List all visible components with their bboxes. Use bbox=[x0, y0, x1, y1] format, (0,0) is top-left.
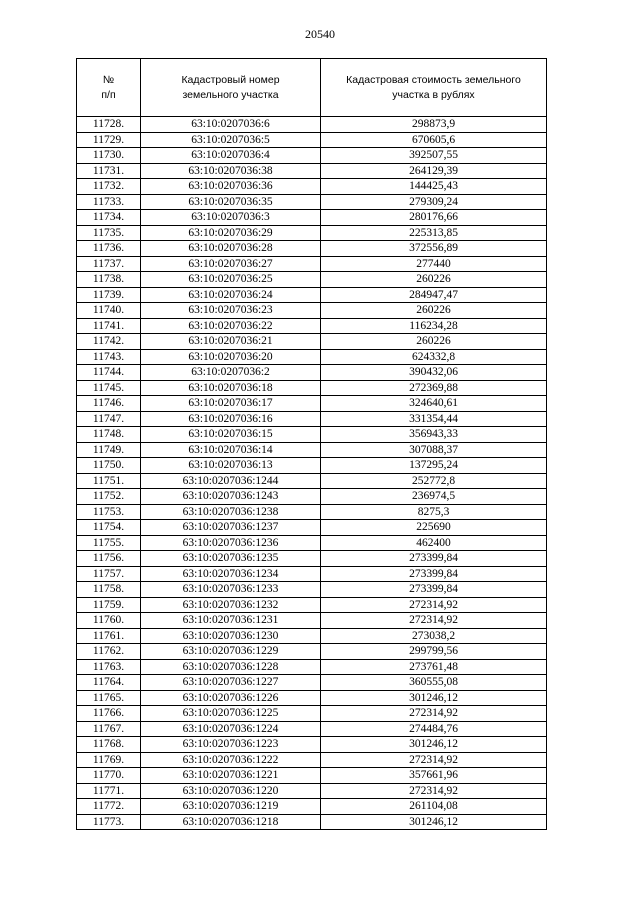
cadastral-number-cell: 63:10:0207036:1223 bbox=[141, 737, 321, 753]
row-number-cell: 11741. bbox=[77, 318, 141, 334]
row-number-cell: 11743. bbox=[77, 349, 141, 365]
cadastral-number-cell: 63:10:0207036:1218 bbox=[141, 814, 321, 830]
cadastral-value-table bbox=[76, 58, 547, 830]
cadastral-number-cell: 63:10:0207036:20 bbox=[141, 349, 321, 365]
cadastral-number-cell: 63:10:0207036:18 bbox=[141, 380, 321, 396]
row-number-cell: 11733. bbox=[77, 194, 141, 210]
table-row bbox=[77, 814, 547, 830]
row-number-cell: 11751. bbox=[77, 473, 141, 489]
header-cadastral-value-line2: участка в рублях bbox=[392, 88, 475, 101]
cadastral-value-cell: 273038,2 bbox=[321, 628, 547, 644]
table-row bbox=[77, 148, 547, 164]
table-row bbox=[77, 256, 547, 272]
cadastral-number-cell: 63:10:0207036:38 bbox=[141, 163, 321, 179]
cadastral-value-cell: 272314,92 bbox=[321, 613, 547, 629]
cadastral-value-cell: 301246,12 bbox=[321, 737, 547, 753]
cadastral-value-cell: 116234,28 bbox=[321, 318, 547, 334]
cadastral-value-cell: 144425,43 bbox=[321, 179, 547, 195]
table-row bbox=[77, 582, 547, 598]
table-row bbox=[77, 551, 547, 567]
table-row bbox=[77, 132, 547, 148]
cadastral-value-cell: 264129,39 bbox=[321, 163, 547, 179]
cadastral-value-cell: 392507,55 bbox=[321, 148, 547, 164]
row-number-cell: 11749. bbox=[77, 442, 141, 458]
row-number-cell: 11737. bbox=[77, 256, 141, 272]
cadastral-number-cell: 63:10:0207036:6 bbox=[141, 117, 321, 133]
cadastral-value-cell: 372556,89 bbox=[321, 241, 547, 257]
header-row-number-line2: п/п bbox=[101, 88, 116, 101]
cadastral-number-cell: 63:10:0207036:1234 bbox=[141, 566, 321, 582]
cadastral-number-cell: 63:10:0207036:1220 bbox=[141, 783, 321, 799]
row-number-cell: 11736. bbox=[77, 241, 141, 257]
cadastral-value-cell: 252772,8 bbox=[321, 473, 547, 489]
row-number-cell: 11759. bbox=[77, 597, 141, 613]
cadastral-number-cell: 63:10:0207036:1232 bbox=[141, 597, 321, 613]
table-row bbox=[77, 241, 547, 257]
table-row bbox=[77, 194, 547, 210]
cadastral-number-cell: 63:10:0207036:1229 bbox=[141, 644, 321, 660]
cadastral-value-cell: 357661,96 bbox=[321, 768, 547, 784]
cadastral-number-cell: 63:10:0207036:3 bbox=[141, 210, 321, 226]
cadastral-number-cell: 63:10:0207036:1235 bbox=[141, 551, 321, 567]
table-row bbox=[77, 334, 547, 350]
cadastral-value-cell: 301246,12 bbox=[321, 690, 547, 706]
table-row bbox=[77, 473, 547, 489]
row-number-cell: 11766. bbox=[77, 706, 141, 722]
header-cadastral-value-line1: Кадастровая стоимость земельного bbox=[346, 73, 521, 86]
table-row bbox=[77, 768, 547, 784]
table-row bbox=[77, 690, 547, 706]
cadastral-number-cell: 63:10:0207036:21 bbox=[141, 334, 321, 350]
cadastral-number-cell: 63:10:0207036:1244 bbox=[141, 473, 321, 489]
header-row-number-line1: № bbox=[102, 73, 115, 86]
row-number-cell: 11746. bbox=[77, 396, 141, 412]
cadastral-number-cell: 63:10:0207036:1224 bbox=[141, 721, 321, 737]
cadastral-value-cell: 260226 bbox=[321, 303, 547, 319]
cadastral-number-cell: 63:10:0207036:1233 bbox=[141, 582, 321, 598]
cadastral-value-cell: 274484,76 bbox=[321, 721, 547, 737]
cadastral-number-cell: 63:10:0207036:1237 bbox=[141, 520, 321, 536]
cadastral-value-cell: 272314,92 bbox=[321, 706, 547, 722]
cadastral-number-cell: 63:10:0207036:14 bbox=[141, 442, 321, 458]
row-number-cell: 11750. bbox=[77, 458, 141, 474]
row-number-cell: 11738. bbox=[77, 272, 141, 288]
cadastral-number-cell: 63:10:0207036:17 bbox=[141, 396, 321, 412]
row-number-cell: 11758. bbox=[77, 582, 141, 598]
table-row bbox=[77, 225, 547, 241]
table-row bbox=[77, 737, 547, 753]
table-row bbox=[77, 520, 547, 536]
table-row bbox=[77, 535, 547, 551]
cadastral-value-cell: 261104,08 bbox=[321, 799, 547, 815]
page-number: 20540 bbox=[305, 27, 335, 41]
row-number-cell: 11732. bbox=[77, 179, 141, 195]
cadastral-value-cell: 273399,84 bbox=[321, 566, 547, 582]
table-row bbox=[77, 566, 547, 582]
cadastral-value-cell: 236974,5 bbox=[321, 489, 547, 505]
cadastral-number-cell: 63:10:0207036:1238 bbox=[141, 504, 321, 520]
cadastral-number-cell: 63:10:0207036:27 bbox=[141, 256, 321, 272]
cadastral-number-cell: 63:10:0207036:1243 bbox=[141, 489, 321, 505]
header-cadastral-value bbox=[321, 59, 547, 117]
cadastral-value-cell: 301246,12 bbox=[321, 814, 547, 830]
table-row bbox=[77, 210, 547, 226]
row-number-cell: 11763. bbox=[77, 659, 141, 675]
cadastral-value-cell: 8275,3 bbox=[321, 504, 547, 520]
row-number-cell: 11768. bbox=[77, 737, 141, 753]
table-header-row bbox=[77, 59, 547, 117]
cadastral-value-cell: 260226 bbox=[321, 334, 547, 350]
cadastral-number-cell: 63:10:0207036:1231 bbox=[141, 613, 321, 629]
cadastral-number-cell: 63:10:0207036:1227 bbox=[141, 675, 321, 691]
row-number-cell: 11764. bbox=[77, 675, 141, 691]
table-row bbox=[77, 706, 547, 722]
row-number-cell: 11752. bbox=[77, 489, 141, 505]
cadastral-value-cell: 272314,92 bbox=[321, 597, 547, 613]
cadastral-value-cell: 324640,61 bbox=[321, 396, 547, 412]
header-cadastral-number-line2: земельного участка bbox=[182, 88, 279, 101]
table-row bbox=[77, 752, 547, 768]
cadastral-value-cell: 137295,24 bbox=[321, 458, 547, 474]
cadastral-value-cell: 670605,6 bbox=[321, 132, 547, 148]
row-number-cell: 11744. bbox=[77, 365, 141, 381]
cadastral-number-cell: 63:10:0207036:13 bbox=[141, 458, 321, 474]
table-row bbox=[77, 659, 547, 675]
table-row bbox=[77, 504, 547, 520]
cadastral-value-cell: 273399,84 bbox=[321, 582, 547, 598]
row-number-cell: 11767. bbox=[77, 721, 141, 737]
table-row bbox=[77, 117, 547, 133]
cadastral-number-cell: 63:10:0207036:1226 bbox=[141, 690, 321, 706]
table-row bbox=[77, 799, 547, 815]
row-number-cell: 11773. bbox=[77, 814, 141, 830]
cadastral-value-cell: 360555,08 bbox=[321, 675, 547, 691]
cadastral-number-cell: 63:10:0207036:1221 bbox=[141, 768, 321, 784]
cadastral-value-cell: 277440 bbox=[321, 256, 547, 272]
cadastral-value-cell: 390432,06 bbox=[321, 365, 547, 381]
table-row bbox=[77, 675, 547, 691]
cadastral-number-cell: 63:10:0207036:15 bbox=[141, 427, 321, 443]
row-number-cell: 11753. bbox=[77, 504, 141, 520]
cadastral-number-cell: 63:10:0207036:1222 bbox=[141, 752, 321, 768]
table-row bbox=[77, 458, 547, 474]
cadastral-value-cell: 280176,66 bbox=[321, 210, 547, 226]
cadastral-number-cell: 63:10:0207036:16 bbox=[141, 411, 321, 427]
row-number-cell: 11762. bbox=[77, 644, 141, 660]
cadastral-value-cell: 272314,92 bbox=[321, 783, 547, 799]
cadastral-value-cell: 225313,85 bbox=[321, 225, 547, 241]
cadastral-number-cell: 63:10:0207036:4 bbox=[141, 148, 321, 164]
table-row bbox=[77, 303, 547, 319]
table-row bbox=[77, 411, 547, 427]
cadastral-number-cell: 63:10:0207036:23 bbox=[141, 303, 321, 319]
row-number-cell: 11757. bbox=[77, 566, 141, 582]
header-row-number bbox=[77, 59, 141, 117]
row-number-cell: 11765. bbox=[77, 690, 141, 706]
table-row bbox=[77, 287, 547, 303]
cadastral-value-cell: 279309,24 bbox=[321, 194, 547, 210]
cadastral-value-cell: 260226 bbox=[321, 272, 547, 288]
table-row bbox=[77, 318, 547, 334]
table-row bbox=[77, 783, 547, 799]
row-number-cell: 11754. bbox=[77, 520, 141, 536]
cadastral-value-cell: 273761,48 bbox=[321, 659, 547, 675]
row-number-cell: 11772. bbox=[77, 799, 141, 815]
row-number-cell: 11770. bbox=[77, 768, 141, 784]
row-number-cell: 11771. bbox=[77, 783, 141, 799]
table-row bbox=[77, 427, 547, 443]
cadastral-number-cell: 63:10:0207036:28 bbox=[141, 241, 321, 257]
table-row bbox=[77, 721, 547, 737]
row-number-cell: 11742. bbox=[77, 334, 141, 350]
cadastral-number-cell: 63:10:0207036:22 bbox=[141, 318, 321, 334]
cadastral-value-cell: 272314,92 bbox=[321, 752, 547, 768]
row-number-cell: 11761. bbox=[77, 628, 141, 644]
table-row bbox=[77, 628, 547, 644]
cadastral-value-cell: 307088,37 bbox=[321, 442, 547, 458]
row-number-cell: 11756. bbox=[77, 551, 141, 567]
row-number-cell: 11735. bbox=[77, 225, 141, 241]
row-number-cell: 11740. bbox=[77, 303, 141, 319]
row-number-cell: 11734. bbox=[77, 210, 141, 226]
cadastral-value-cell: 284947,47 bbox=[321, 287, 547, 303]
header-cadastral-number bbox=[141, 59, 321, 117]
cadastral-number-cell: 63:10:0207036:5 bbox=[141, 132, 321, 148]
row-number-cell: 11747. bbox=[77, 411, 141, 427]
table-row bbox=[77, 613, 547, 629]
table-row bbox=[77, 272, 547, 288]
header-cadastral-number-line1: Кадастровый номер bbox=[181, 73, 280, 86]
cadastral-number-cell: 63:10:0207036:1236 bbox=[141, 535, 321, 551]
table-row bbox=[77, 489, 547, 505]
cadastral-number-cell: 63:10:0207036:2 bbox=[141, 365, 321, 381]
cadastral-value-cell: 272369,88 bbox=[321, 380, 547, 396]
table-body bbox=[77, 117, 547, 830]
cadastral-number-cell: 63:10:0207036:1230 bbox=[141, 628, 321, 644]
table-row bbox=[77, 380, 547, 396]
cadastral-number-cell: 63:10:0207036:36 bbox=[141, 179, 321, 195]
row-number-cell: 11755. bbox=[77, 535, 141, 551]
cadastral-value-cell: 273399,84 bbox=[321, 551, 547, 567]
row-number-cell: 11728. bbox=[77, 117, 141, 133]
row-number-cell: 11731. bbox=[77, 163, 141, 179]
table-row bbox=[77, 179, 547, 195]
table-row bbox=[77, 163, 547, 179]
table-row bbox=[77, 349, 547, 365]
row-number-cell: 11748. bbox=[77, 427, 141, 443]
row-number-cell: 11769. bbox=[77, 752, 141, 768]
cadastral-number-cell: 63:10:0207036:29 bbox=[141, 225, 321, 241]
cadastral-value-cell: 331354,44 bbox=[321, 411, 547, 427]
cadastral-number-cell: 63:10:0207036:35 bbox=[141, 194, 321, 210]
cadastral-value-cell: 225690 bbox=[321, 520, 547, 536]
cadastral-number-cell: 63:10:0207036:25 bbox=[141, 272, 321, 288]
row-number-cell: 11729. bbox=[77, 132, 141, 148]
cadastral-value-cell: 299799,56 bbox=[321, 644, 547, 660]
table-row bbox=[77, 365, 547, 381]
cadastral-number-cell: 63:10:0207036:1225 bbox=[141, 706, 321, 722]
cadastral-value-cell: 462400 bbox=[321, 535, 547, 551]
table-row bbox=[77, 597, 547, 613]
row-number-cell: 11739. bbox=[77, 287, 141, 303]
table-row bbox=[77, 644, 547, 660]
cadastral-number-cell: 63:10:0207036:1228 bbox=[141, 659, 321, 675]
table-row bbox=[77, 396, 547, 412]
row-number-cell: 11730. bbox=[77, 148, 141, 164]
cadastral-value-cell: 298873,9 bbox=[321, 117, 547, 133]
cadastral-value-cell: 624332,8 bbox=[321, 349, 547, 365]
row-number-cell: 11760. bbox=[77, 613, 141, 629]
cadastral-number-cell: 63:10:0207036:1219 bbox=[141, 799, 321, 815]
cadastral-number-cell: 63:10:0207036:24 bbox=[141, 287, 321, 303]
cadastral-value-cell: 356943,33 bbox=[321, 427, 547, 443]
row-number-cell: 11745. bbox=[77, 380, 141, 396]
table-row bbox=[77, 442, 547, 458]
